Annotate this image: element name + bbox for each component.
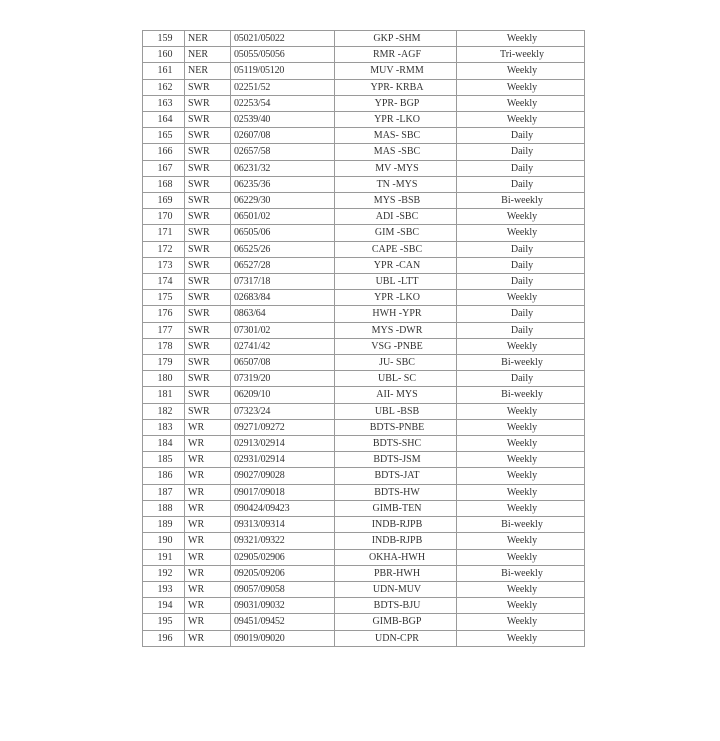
railway-zone-cell: SWR — [185, 355, 231, 371]
train-number-cell: 02251/52 — [231, 79, 335, 95]
railway-zone-cell: SWR — [185, 193, 231, 209]
table-row — [143, 128, 585, 144]
serial-number-cell: 188 — [143, 500, 185, 516]
railway-zone-cell: NER — [185, 47, 231, 63]
serial-number-cell: 184 — [143, 436, 185, 452]
serial-number-cell: 176 — [143, 306, 185, 322]
route-cell: UBL -LTT — [335, 274, 457, 290]
railway-zone-cell: SWR — [185, 403, 231, 419]
railway-zone-cell: WR — [185, 452, 231, 468]
table-row — [143, 468, 585, 484]
train-number-cell: 02657/58 — [231, 144, 335, 160]
route-cell: OKHA-HWH — [335, 549, 457, 565]
table-row — [143, 565, 585, 581]
route-cell: ADI -SBC — [335, 209, 457, 225]
railway-zone-cell: SWR — [185, 257, 231, 273]
frequency-cell: Weekly — [457, 112, 585, 128]
train-number-cell: 09205/09206 — [231, 565, 335, 581]
serial-number-cell: 167 — [143, 160, 185, 176]
table-row — [143, 533, 585, 549]
route-cell: PBR-HWH — [335, 565, 457, 581]
frequency-cell: Daily — [457, 160, 585, 176]
serial-number-cell: 173 — [143, 257, 185, 273]
railway-zone-cell: SWR — [185, 79, 231, 95]
serial-number-cell: 190 — [143, 533, 185, 549]
train-number-cell: 02905/02906 — [231, 549, 335, 565]
frequency-cell: Weekly — [457, 452, 585, 468]
table-row — [143, 452, 585, 468]
serial-number-cell: 177 — [143, 322, 185, 338]
frequency-cell: Bi-weekly — [457, 193, 585, 209]
train-number-cell: 07319/20 — [231, 371, 335, 387]
table-row — [143, 274, 585, 290]
table-row — [143, 225, 585, 241]
train-number-cell: 05021/05022 — [231, 31, 335, 47]
route-cell: BDTS-JAT — [335, 468, 457, 484]
route-cell: YPR -LKO — [335, 112, 457, 128]
table-row — [143, 338, 585, 354]
train-number-cell: 06235/36 — [231, 176, 335, 192]
route-cell: MYS -DWR — [335, 322, 457, 338]
frequency-cell: Weekly — [457, 290, 585, 306]
serial-number-cell: 179 — [143, 355, 185, 371]
frequency-cell: Daily — [457, 176, 585, 192]
serial-number-cell: 185 — [143, 452, 185, 468]
table-row — [143, 630, 585, 646]
route-cell: MUV -RMM — [335, 63, 457, 79]
route-cell: INDB-RJPB — [335, 533, 457, 549]
serial-number-cell: 160 — [143, 47, 185, 63]
route-cell: INDB-RJPB — [335, 517, 457, 533]
frequency-cell: Weekly — [457, 614, 585, 630]
railway-zone-cell: SWR — [185, 112, 231, 128]
railway-zone-cell: WR — [185, 500, 231, 516]
railway-zone-cell: WR — [185, 565, 231, 581]
railway-zone-cell: SWR — [185, 338, 231, 354]
frequency-cell: Daily — [457, 144, 585, 160]
railway-zone-cell: NER — [185, 31, 231, 47]
serial-number-cell: 183 — [143, 419, 185, 435]
route-cell: GIMB-TEN — [335, 500, 457, 516]
route-cell: UBL -BSB — [335, 403, 457, 419]
frequency-cell: Daily — [457, 128, 585, 144]
table-body — [143, 31, 585, 647]
frequency-cell: Weekly — [457, 403, 585, 419]
frequency-cell: Bi-weekly — [457, 565, 585, 581]
route-cell: YPR -CAN — [335, 257, 457, 273]
serial-number-cell: 194 — [143, 598, 185, 614]
train-number-cell: 07317/18 — [231, 274, 335, 290]
table-row — [143, 517, 585, 533]
serial-number-cell: 193 — [143, 581, 185, 597]
table-row — [143, 112, 585, 128]
railway-zone-cell: SWR — [185, 322, 231, 338]
route-cell: BDTS-BJU — [335, 598, 457, 614]
table-row — [143, 160, 585, 176]
frequency-cell: Weekly — [457, 598, 585, 614]
railway-zone-cell: SWR — [185, 144, 231, 160]
table-row — [143, 436, 585, 452]
serial-number-cell: 191 — [143, 549, 185, 565]
railway-zone-cell: SWR — [185, 176, 231, 192]
railway-zone-cell: WR — [185, 598, 231, 614]
route-cell: AII- MYS — [335, 387, 457, 403]
frequency-cell: Daily — [457, 306, 585, 322]
serial-number-cell: 165 — [143, 128, 185, 144]
table-row — [143, 322, 585, 338]
route-cell: CAPE -SBC — [335, 241, 457, 257]
serial-number-cell: 170 — [143, 209, 185, 225]
serial-number-cell: 166 — [143, 144, 185, 160]
train-number-cell: 06505/06 — [231, 225, 335, 241]
table-row — [143, 95, 585, 111]
table-row — [143, 209, 585, 225]
route-cell: UBL- SC — [335, 371, 457, 387]
frequency-cell: Weekly — [457, 630, 585, 646]
route-cell: BDTS-PNBE — [335, 419, 457, 435]
table-row — [143, 306, 585, 322]
train-number-cell: 06525/26 — [231, 241, 335, 257]
table-row — [143, 63, 585, 79]
serial-number-cell: 164 — [143, 112, 185, 128]
serial-number-cell: 181 — [143, 387, 185, 403]
route-cell: YPR- KRBA — [335, 79, 457, 95]
table-row — [143, 355, 585, 371]
frequency-cell: Weekly — [457, 63, 585, 79]
serial-number-cell: 174 — [143, 274, 185, 290]
train-number-cell: 09313/09314 — [231, 517, 335, 533]
train-number-cell: 06209/10 — [231, 387, 335, 403]
table-row — [143, 144, 585, 160]
frequency-cell: Daily — [457, 322, 585, 338]
railway-zone-cell: SWR — [185, 160, 231, 176]
frequency-cell: Weekly — [457, 419, 585, 435]
frequency-cell: Tri-weekly — [457, 47, 585, 63]
table-row — [143, 257, 585, 273]
serial-number-cell: 159 — [143, 31, 185, 47]
train-number-cell: 09017/09018 — [231, 484, 335, 500]
route-cell: VSG -PNBE — [335, 338, 457, 354]
frequency-cell: Weekly — [457, 581, 585, 597]
frequency-cell: Weekly — [457, 79, 585, 95]
special-trains-table — [142, 30, 585, 647]
train-number-cell: 06507/08 — [231, 355, 335, 371]
table-row — [143, 614, 585, 630]
frequency-cell: Daily — [457, 241, 585, 257]
route-cell: YPR -LKO — [335, 290, 457, 306]
table-row — [143, 47, 585, 63]
frequency-cell: Daily — [457, 257, 585, 273]
train-number-cell: 02931/02914 — [231, 452, 335, 468]
railway-zone-cell: WR — [185, 484, 231, 500]
route-cell: UDN-CPR — [335, 630, 457, 646]
serial-number-cell: 187 — [143, 484, 185, 500]
train-number-cell: 07301/02 — [231, 322, 335, 338]
railway-zone-cell: SWR — [185, 225, 231, 241]
train-number-cell: 090424/09423 — [231, 500, 335, 516]
frequency-cell: Weekly — [457, 484, 585, 500]
railway-zone-cell: WR — [185, 581, 231, 597]
railway-zone-cell: SWR — [185, 241, 231, 257]
table-row — [143, 500, 585, 516]
table-row — [143, 549, 585, 565]
frequency-cell: Daily — [457, 274, 585, 290]
train-number-cell: 02539/40 — [231, 112, 335, 128]
railway-zone-cell: SWR — [185, 290, 231, 306]
train-number-cell: 02253/54 — [231, 95, 335, 111]
route-cell: GKP -SHM — [335, 31, 457, 47]
frequency-cell: Weekly — [457, 95, 585, 111]
route-cell: GIMB-BGP — [335, 614, 457, 630]
frequency-cell: Bi-weekly — [457, 355, 585, 371]
train-number-cell: 09019/09020 — [231, 630, 335, 646]
table-row — [143, 241, 585, 257]
table-row — [143, 290, 585, 306]
table-row — [143, 193, 585, 209]
train-number-cell: 09057/09058 — [231, 581, 335, 597]
serial-number-cell: 178 — [143, 338, 185, 354]
serial-number-cell: 175 — [143, 290, 185, 306]
railway-zone-cell: WR — [185, 419, 231, 435]
table-row — [143, 419, 585, 435]
train-number-cell: 06229/30 — [231, 193, 335, 209]
frequency-cell: Daily — [457, 371, 585, 387]
route-cell: MAS- SBC — [335, 128, 457, 144]
train-number-cell: 02683/84 — [231, 290, 335, 306]
frequency-cell: Weekly — [457, 209, 585, 225]
route-cell: YPR- BGP — [335, 95, 457, 111]
route-cell: TN -MYS — [335, 176, 457, 192]
railway-zone-cell: WR — [185, 468, 231, 484]
frequency-cell: Weekly — [457, 500, 585, 516]
railway-zone-cell: WR — [185, 533, 231, 549]
train-number-cell: 05119/05120 — [231, 63, 335, 79]
route-cell: MAS -SBC — [335, 144, 457, 160]
railway-zone-cell: SWR — [185, 274, 231, 290]
frequency-cell: Bi-weekly — [457, 517, 585, 533]
railway-zone-cell: WR — [185, 517, 231, 533]
serial-number-cell: 186 — [143, 468, 185, 484]
railway-zone-cell: SWR — [185, 387, 231, 403]
frequency-cell: Weekly — [457, 549, 585, 565]
train-number-cell: 05055/05056 — [231, 47, 335, 63]
train-number-cell: 09027/09028 — [231, 468, 335, 484]
train-number-cell: 02607/08 — [231, 128, 335, 144]
route-cell: BDTS-HW — [335, 484, 457, 500]
train-number-cell: 07323/24 — [231, 403, 335, 419]
route-cell: MYS -BSB — [335, 193, 457, 209]
table-row — [143, 403, 585, 419]
train-number-cell: 0863/64 — [231, 306, 335, 322]
frequency-cell: Bi-weekly — [457, 387, 585, 403]
serial-number-cell: 162 — [143, 79, 185, 95]
serial-number-cell: 172 — [143, 241, 185, 257]
railway-zone-cell: WR — [185, 614, 231, 630]
frequency-cell: Weekly — [457, 468, 585, 484]
serial-number-cell: 168 — [143, 176, 185, 192]
train-number-cell: 09451/09452 — [231, 614, 335, 630]
route-cell: UDN-MUV — [335, 581, 457, 597]
route-cell: BDTS-JSM — [335, 452, 457, 468]
serial-number-cell: 195 — [143, 614, 185, 630]
table-row — [143, 387, 585, 403]
serial-number-cell: 189 — [143, 517, 185, 533]
table-row — [143, 371, 585, 387]
railway-zone-cell: WR — [185, 549, 231, 565]
frequency-cell: Weekly — [457, 436, 585, 452]
railway-zone-cell: SWR — [185, 371, 231, 387]
frequency-cell: Weekly — [457, 31, 585, 47]
train-number-cell: 09031/09032 — [231, 598, 335, 614]
route-cell: GIM -SBC — [335, 225, 457, 241]
serial-number-cell: 171 — [143, 225, 185, 241]
frequency-cell: Weekly — [457, 225, 585, 241]
railway-zone-cell: WR — [185, 630, 231, 646]
serial-number-cell: 192 — [143, 565, 185, 581]
table-row — [143, 484, 585, 500]
table-row — [143, 581, 585, 597]
frequency-cell: Weekly — [457, 533, 585, 549]
railway-zone-cell: NER — [185, 63, 231, 79]
table-row — [143, 176, 585, 192]
train-number-cell: 06231/32 — [231, 160, 335, 176]
railway-zone-cell: SWR — [185, 306, 231, 322]
train-number-cell: 06501/02 — [231, 209, 335, 225]
serial-number-cell: 163 — [143, 95, 185, 111]
railway-zone-cell: SWR — [185, 95, 231, 111]
train-number-cell: 06527/28 — [231, 257, 335, 273]
serial-number-cell: 196 — [143, 630, 185, 646]
route-cell: BDTS-SHC — [335, 436, 457, 452]
railway-zone-cell: SWR — [185, 128, 231, 144]
train-number-cell: 09321/09322 — [231, 533, 335, 549]
table-row — [143, 598, 585, 614]
route-cell: HWH -YPR — [335, 306, 457, 322]
route-cell: MV -MYS — [335, 160, 457, 176]
serial-number-cell: 182 — [143, 403, 185, 419]
route-cell: RMR -AGF — [335, 47, 457, 63]
railway-zone-cell: WR — [185, 436, 231, 452]
serial-number-cell: 180 — [143, 371, 185, 387]
train-number-cell: 02741/42 — [231, 338, 335, 354]
table-row — [143, 79, 585, 95]
serial-number-cell: 169 — [143, 193, 185, 209]
train-number-cell: 02913/02914 — [231, 436, 335, 452]
train-number-cell: 09271/09272 — [231, 419, 335, 435]
table-row — [143, 31, 585, 47]
serial-number-cell: 161 — [143, 63, 185, 79]
frequency-cell: Weekly — [457, 338, 585, 354]
route-cell: JU- SBC — [335, 355, 457, 371]
railway-zone-cell: SWR — [185, 209, 231, 225]
